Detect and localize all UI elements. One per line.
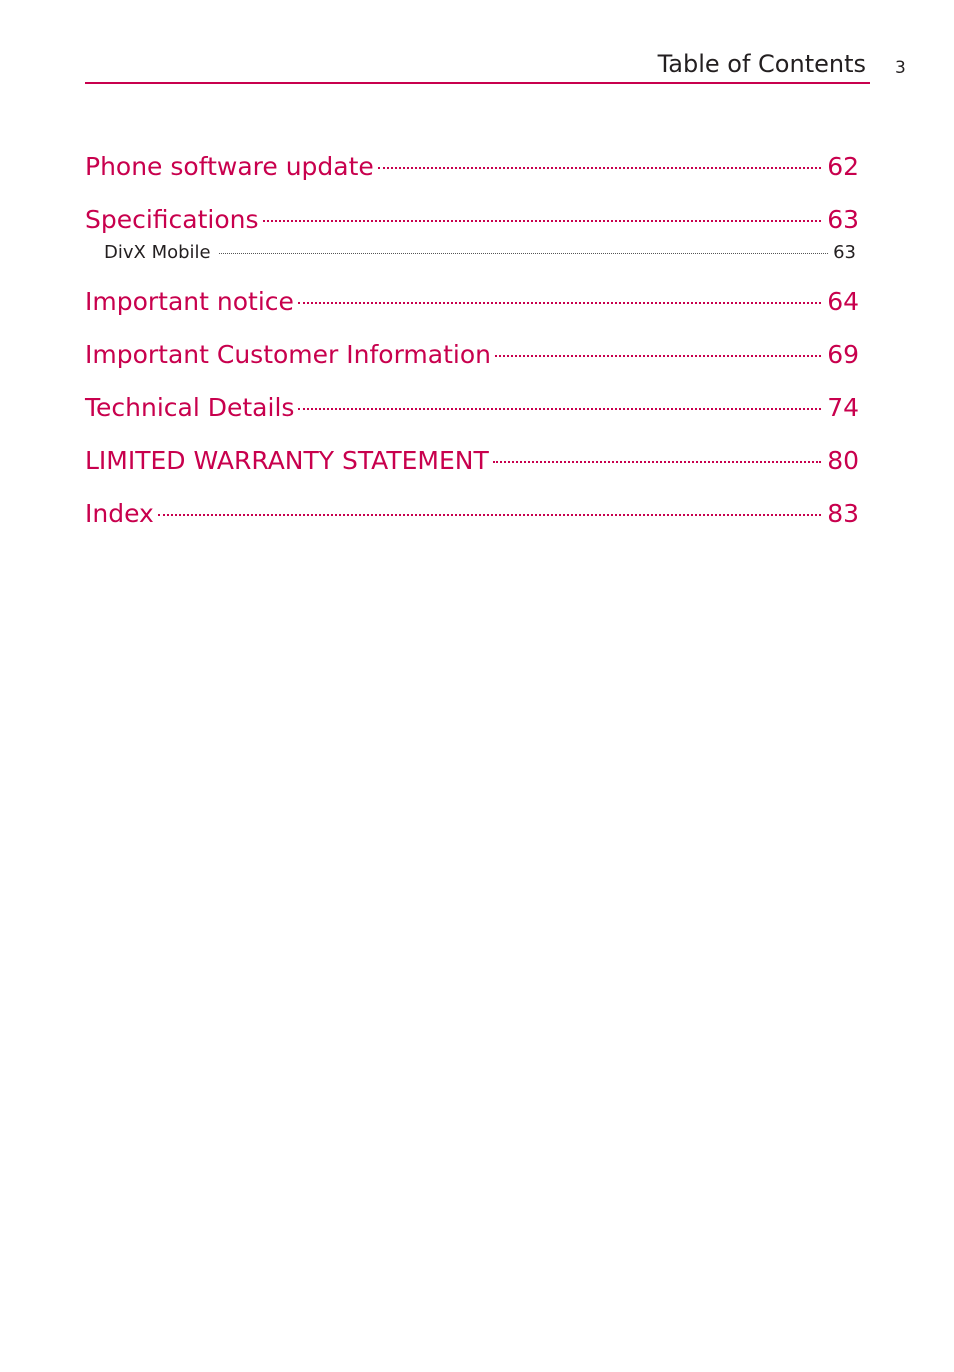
toc-entry-title: Phone software update (85, 152, 374, 181)
dot-leader (298, 302, 821, 304)
dot-leader (158, 514, 821, 516)
toc-entry-title: Important Customer Information (85, 340, 491, 369)
toc-entry-phone-software-update[interactable] (85, 140, 859, 193)
toc-entry-page: 74 (827, 393, 859, 422)
toc-entry-important-customer-information[interactable] (85, 328, 859, 381)
table-of-contents (85, 140, 859, 540)
toc-entry-title: LIMITED WARRANTY STATEMENT (85, 446, 489, 475)
toc-entry-technical-details[interactable] (85, 381, 859, 434)
dot-leader (219, 253, 828, 254)
dot-leader (493, 461, 821, 463)
toc-entry-title: Important notice (85, 287, 294, 316)
toc-entry-index[interactable] (85, 487, 859, 540)
toc-entry-page: 64 (827, 287, 859, 316)
toc-subentry-title: DivX Mobile (104, 242, 211, 263)
toc-entry-title: Specifications (85, 205, 259, 234)
toc-entry-limited-warranty-statement[interactable] (85, 434, 859, 487)
toc-entry-title: Technical Details (85, 393, 295, 422)
toc-entry-page: 62 (827, 152, 859, 181)
dot-leader (298, 408, 821, 410)
page-header (85, 48, 870, 84)
toc-entry-page: 69 (827, 340, 859, 369)
toc-entry-title: Index (85, 499, 154, 528)
toc-entry-page: 83 (827, 499, 859, 528)
header-title: Table of Contents (657, 50, 866, 78)
dot-leader (495, 355, 821, 357)
toc-subentry-divx-mobile[interactable] (85, 239, 859, 275)
toc-entry-page: 63 (827, 205, 859, 234)
dot-leader (378, 167, 821, 169)
toc-subentry-page: 63 (833, 242, 856, 263)
toc-entry-specifications[interactable] (85, 193, 859, 239)
dot-leader (263, 220, 822, 222)
toc-entry-important-notice[interactable] (85, 275, 859, 328)
page-number: 3 (895, 58, 906, 78)
toc-entry-page: 80 (827, 446, 859, 475)
